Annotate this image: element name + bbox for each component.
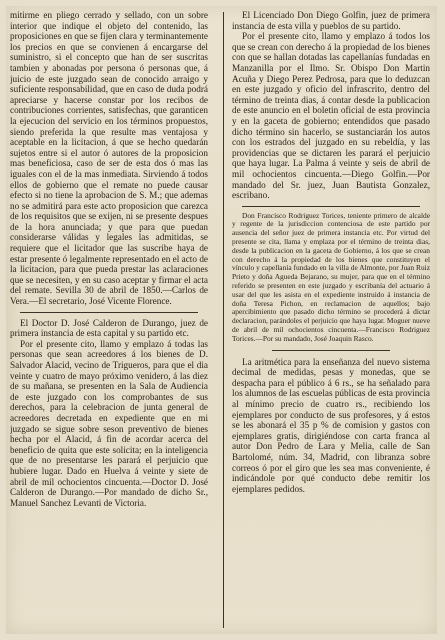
entailment-summons-text: Don Francisco Rodriguez Torices, teniente primero de alcalde y regente de la jurisdiccion contenciosa de este partido por ausencia del señor juez de primera instancia etc. Por virtud del presente se cita, llama y emplaza por el término de treinta dias, desde la publicacion en la gaceta de Gobierno, á los que se crean con derecho á la propiedad de los bienes que constituyen el vínculo y capellanía fundado en la villa de Almonte, por Juan Ruiz Prieto y doña Agueda Bejarano, su mujer, para que en el término referido se presenten en este juzgado y escribanía del actuario á usar del que les asista en el expediente instruido á instancia de doña Teresa Pichon, en reclamacion de aquellos; bajo apercibimiento que pasado dicho término se procederá á dictar declaracion, parándoles el perjuicio que haya lugar. Moguer nueve de abril de mil ochocientos cincuenta.—Francisco Rodriguez Torices.—Por su mandado, José Joaquin Rasco. <box>232 210 430 343</box>
section-divider <box>242 206 420 207</box>
column-rule <box>223 12 224 628</box>
newspaper-page <box>6 6 437 634</box>
section-divider <box>272 350 390 351</box>
right-column <box>232 10 430 630</box>
arithmetic-book-advert: La aritmética para la enseñanza del nuevo sistema decimal de medidas, pesas y monedas, que se despacha para el público á 6 rs., se ha señalado para los alumnos de las escuelas públicas de esta provincia al mínimo precio de cuatro rs., recibiendo los ejemplares por conducto de sus profesores, y á estos se les abonará el 35 p % de comision y gastos con ejemplares gratis, dirigiéndose con carta franca al autor Don Pedro de Lara y Melia, calle de San Bartolomé, núm. 34, Madrid, con libranza sobre correos ó por el giro que les sea mas conveniente, é indicándole por qué conducto debe remitir los ejemplares pedidos. <box>232 356 430 494</box>
creditors-summons-text: Por el presente cito, llamo y emplazo á todas las personas que sean acreedores á los bienes de D. Salvador Alacid, vecino de Trigueros, para que el dia veinte y cuatro de mayo próximo venidero, á las diez de su mañana, se presenten en la Sala de Audiencia de este juzgado con los comprobantes de sus derechos, para la celebracion de junta general de acreedores decretada en expediente que en mi juzgado se sigue sobre seson preventivo de bienes hecha por el Alacid, á fin de acordar acerca del beneficio de quita que este solicita; en la inteligencia que de no presentarse les parará el perjuicio que hubiere lugar. Dado en Huelva á veinte y siete de abril de mil ochocientos cincuenta.—Doctor D. José Calderon de Durango.—Por mandado de dicho Sr., Manuel Sanchez Levanti de Victoria. <box>10 338 208 508</box>
judge-calderon-heading: El Doctor D. José Calderon de Durango, juez de primera instancia de esta capital y su partido etc. <box>10 317 208 339</box>
left-column <box>10 10 208 630</box>
judge-golfin-heading: El Licenciado Don Diego Golfin, juez de primera instancia de esta villa y pueblos de su partido. <box>232 10 430 31</box>
section-divider <box>20 312 198 313</box>
auction-notice-text: mitirme en pliego cerrado y sellado, con un sobre interior que indique el objeto del contenido, las proposiciones en que se fijen clara y terminantemente los precios en que se convienen á encargarse del suministro, si el concepto que han de ser suscritas tambien y abonadas por persona ó personas que, á juicio de este juzgado sean de conocido arraigo y suficiente responsabilidad, que en caso de duda podrá apreciarse y hacerse constar por los recibos de contribuciones corrientes, satisfechas, que garanticen la ejecucion del servicio en los términos propuestos, siendo preferida la que resulte mas ventajosa y aceptable en la licitacion, á que se hecho quedarán sujetos entre si el autor ó autores de la proposicion mas beneficiosa, caso de ser de esta dos ó mas las iguales con el de la mas inmediata. Sirviendo á todos ellos de gobierno que el remate no puede causar efecto si no tiene la aprobacion de S. M.; que ademas no se admitirá para este acto proposicion que carezca de los requisitos que se exijen, ni se presente despues de la hora anunciada; y que para que puedan considerarse válidas y legales las admitidas, se requiere que el licitador que las suscribe haya de estar presente ó legalmente representado en el acto de la licitacion, para que pueda prestar las aclaraciones que se necesiten, y en su caso aceptar y firmar el acta del remate. Sevilla 30 de abril de 1850.—Carlos de Vera.—El secretario, José Vicente Florence. <box>10 10 208 307</box>
chaplaincy-summons-text: Por el presente cito, llamo y emplazo á todos los que se crean con derecho á la propiedad de los bienes con que se hallan dotadas las capellanías fundadas en Manzanilla por el Ilmo. Sr. Obispo Don Martin Acuña y Diego Perez Pedrosa, para que lo deduzcan en este juzgado y oficio del infrascrito, dentro del término de treinta dias, á contar desde la publicacion de este anuncio en el boletin oficial de esta provincia y en la gaceta de gobierno; entendidos que pasado dicho término sin hacerlo, se sustanciarán los autos con los estrados del juzgado en su rebeldía, y las providencias que se dictaren les parará el perjuicio que haya lugar. La Palma á veinte y seis de abril de mil ochocientos cincuenta.—Diego Golfin.—Por mandado del Sr. juez, Juan Bautista Gonzalez, escribano. <box>232 31 430 201</box>
